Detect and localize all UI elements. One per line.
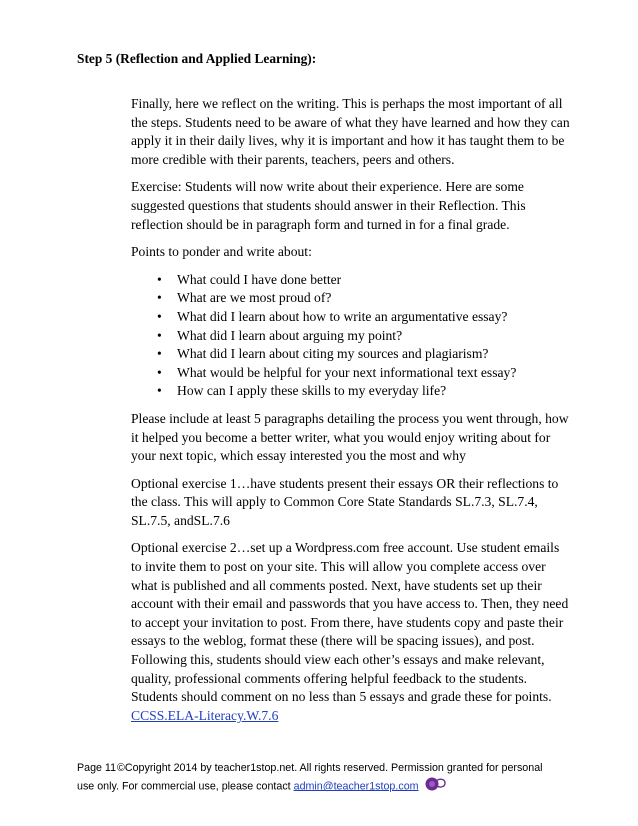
questions-list [131,271,571,401]
bullet-icon: • [157,364,162,380]
list-item: • What did I learn about how to write an argumentative essay? [131,308,571,327]
list-item: • What are we most proud of? [131,289,571,308]
copyright-text: ©Copyright 2014 by teacher1stop.net. All rights reserved. Permission granted for personal [117,762,543,774]
document-body [131,95,571,734]
teacher1stop-logo-icon [421,776,447,797]
bullet-icon: • [157,308,162,324]
optional-exercise-2-text: Optional exercise 2…set up a Wordpress.com free account. Use student emails to invite them to post on your site. This will allow you complete access over what is published and all comments posted. Next, have students set up their account with their email and passwords that you have access to. Then, they need to accept your invitation to post. From there, have students copy and paste their essays to the weblog, format these (there will be spacing issues), and post. Following this, students should view each other’s essays and make relevant, quality, professional comments offering helpful feedback to the students. Students should comment on no less than 5 essays and grade these for points. [131,540,569,705]
optional-exercise-2 [131,539,571,725]
page-number: Page 11 [77,762,117,774]
bullet-icon: • [157,290,162,306]
bullet-icon: • [157,346,162,362]
step-heading: Step 5 (Reflection and Applied Learning): [77,51,317,66]
exercise-paragraph: Exercise: Students will now write about their experience. Here are some suggested questions that students should answer in their Reflection. This reflection should be in paragraph form and turned in for a final grade. [131,179,526,232]
page-footer [77,760,577,797]
optional-exercise-1: Optional exercise 1…have students present their essays OR their reflections to the class. This will apply to Common Core State Standards SL.7.3, SL.7.4, SL.7.5, andSL.7.6 [131,475,559,528]
points-intro: Points to ponder and write about: [131,244,312,260]
ccss-standard-link[interactable]: CCSS.ELA-Literacy.W.7.6 [131,707,279,723]
bullet-icon: • [157,271,162,287]
contact-email-link[interactable]: admin@teacher1stop.com [293,780,419,793]
list-item: • What would be helpful for your next informational text essay? [131,364,571,383]
list-item: • What could I have done better [131,271,571,290]
commercial-use-text: use only. For commercial use, please contact [77,780,294,793]
list-item: • What did I learn about arguing my point? [131,327,571,346]
list-item: • What did I learn about citing my sources and plagiarism? [131,345,571,364]
include-paragraph: Please include at least 5 paragraphs detailing the process you went through, how it helped you become a better writer, what you would enjoy writing about for your next topic, which essay interested you the most and why [131,410,569,464]
list-item: • How can I apply these skills to my everyday life? [131,382,571,401]
intro-paragraph: Finally, here we reflect on the writing. This is perhaps the most important of all the steps. Students need to be aware of what they have learned and how they can apply it in their daily lives, why it is important and how it has taught them to be more credible with their parents, teachers, peers and others. [131,96,570,167]
bullet-icon: • [157,383,162,399]
bullet-icon: • [157,327,162,343]
